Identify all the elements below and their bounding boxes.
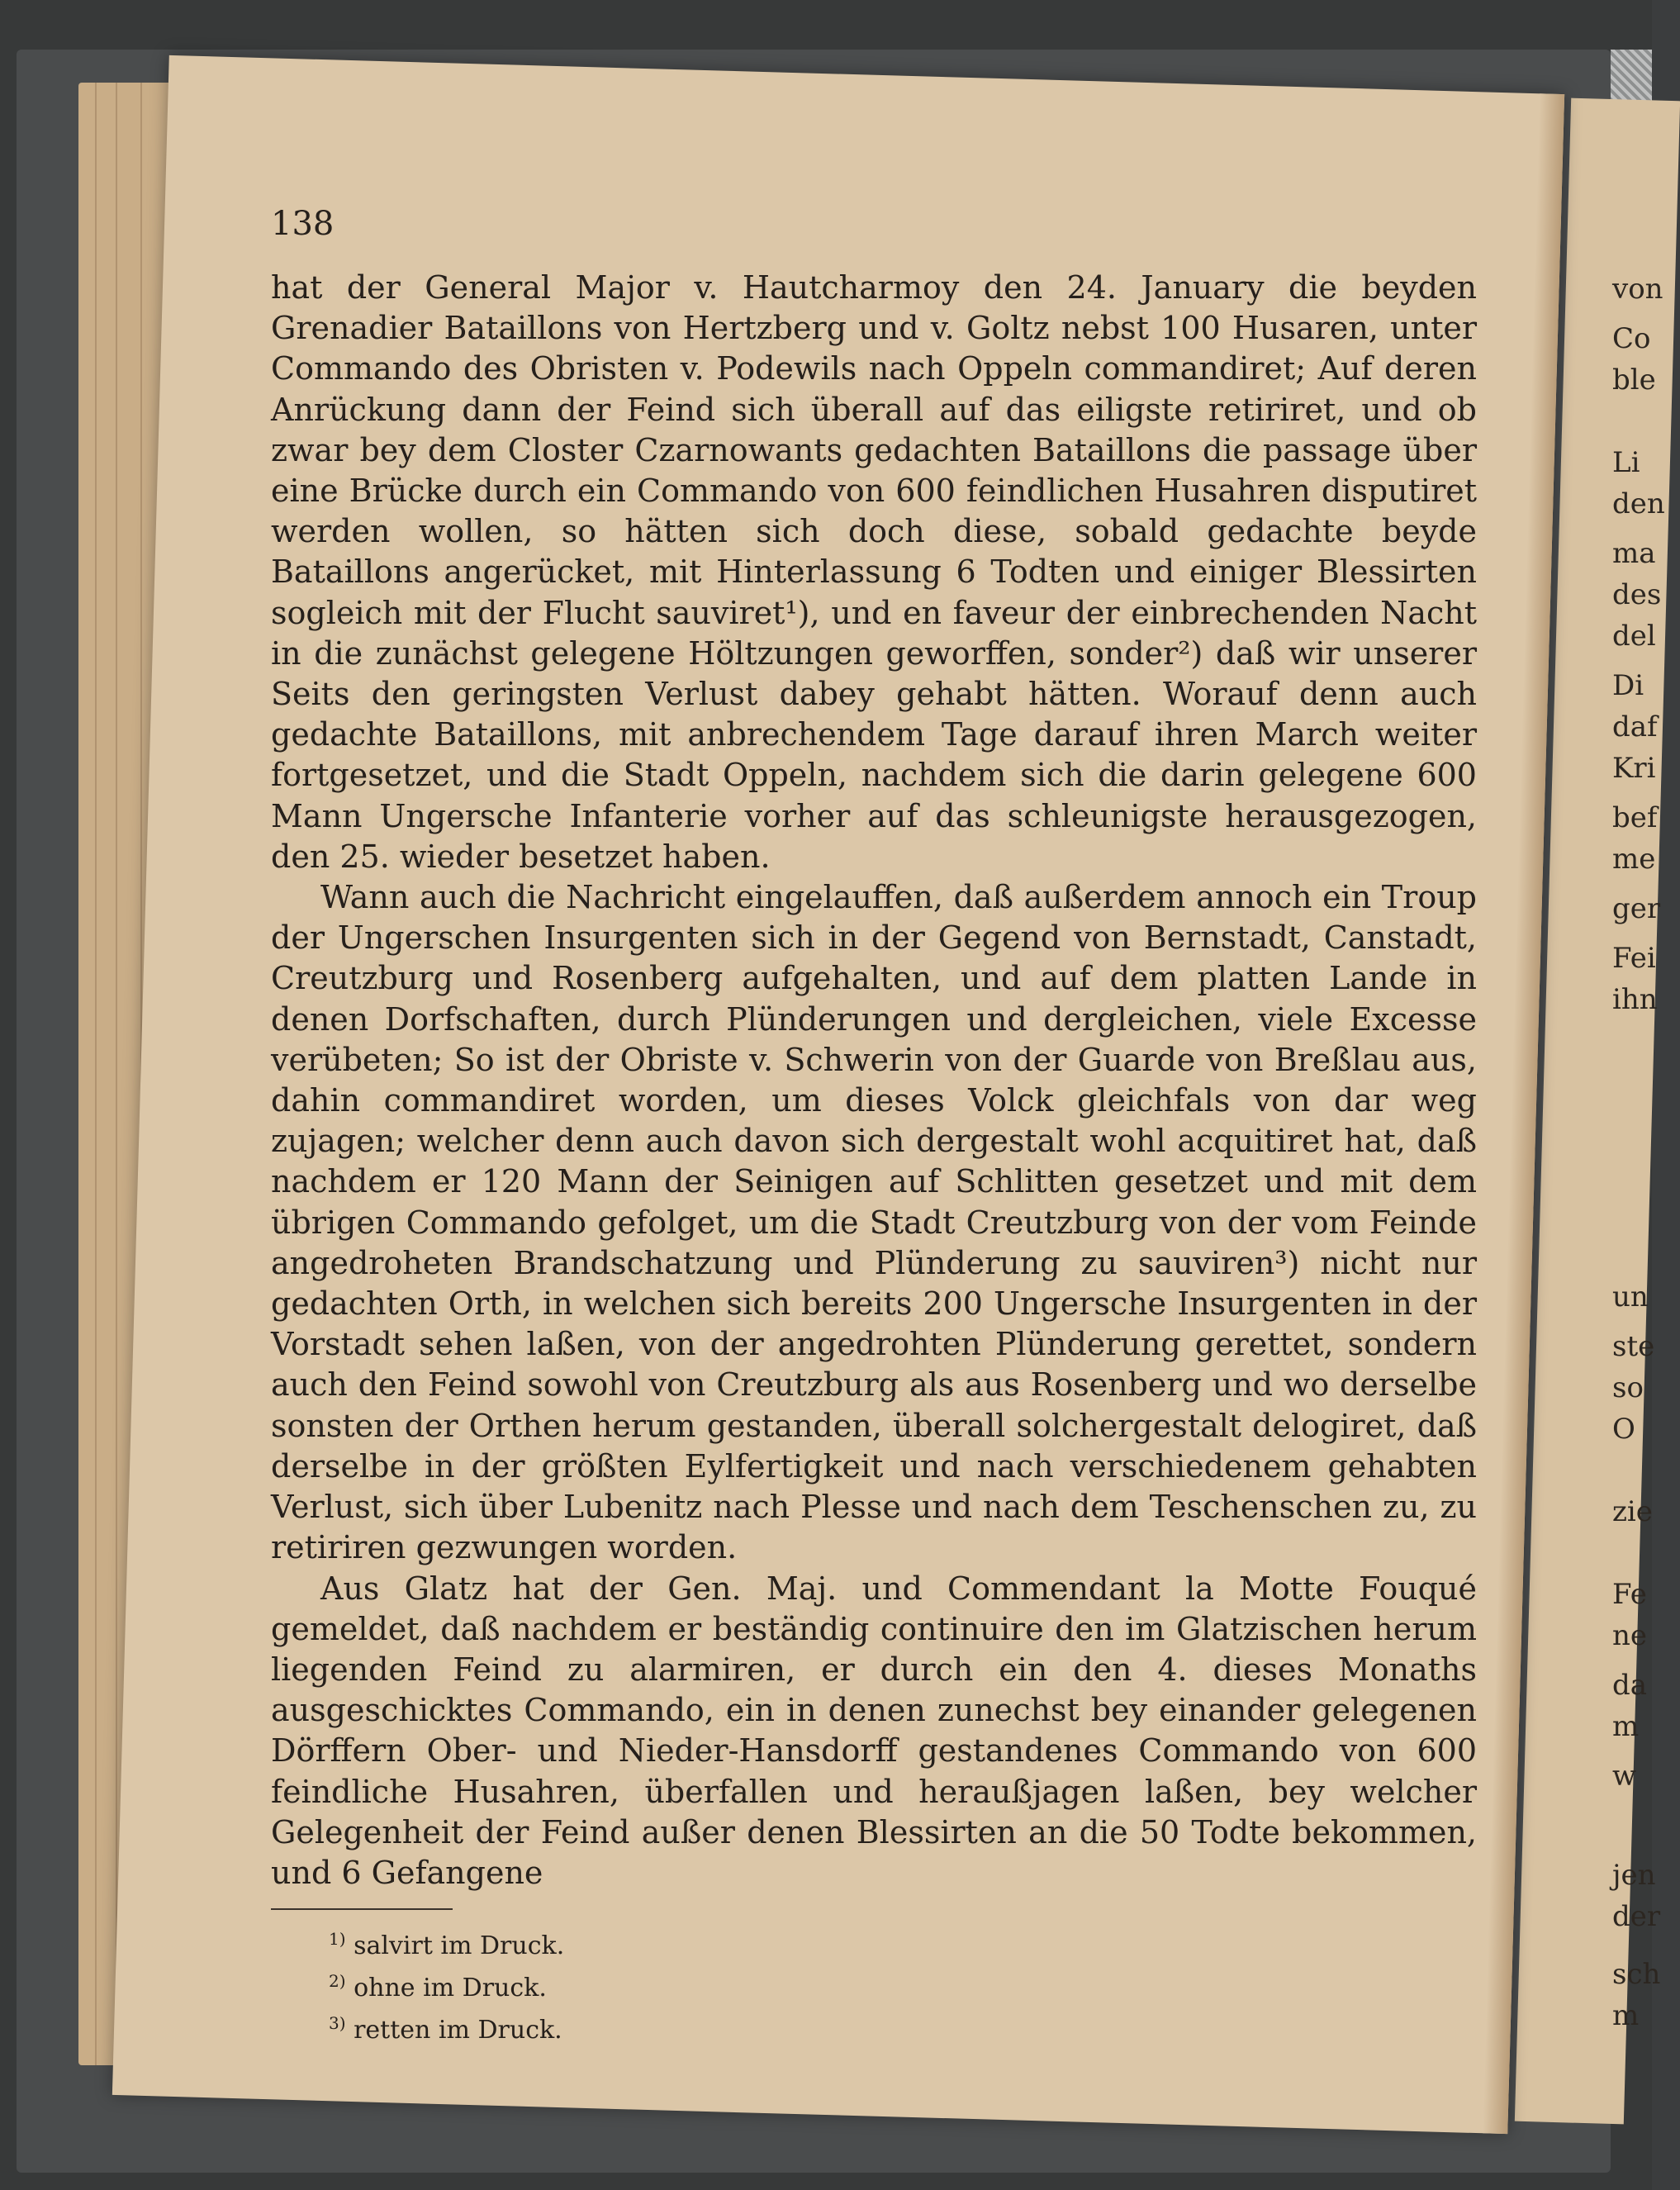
facing-page-fragment: w <box>1612 1760 1637 1793</box>
page-text <box>271 205 1477 2048</box>
footnote-rule <box>271 1908 453 1910</box>
facing-page-fragment: me <box>1612 843 1656 876</box>
paragraph-3: Aus Glatz hat der Gen. Maj. und Commendant la Motte Fouqué gemeldet, daß nachdem er beständig continuire den im Glatzischen herum liegenden Feind zu alarmiren, er durch ein den 4. dieses Monaths ausgeschicktes Commando, ein in denen zunechst bey einander gelegenen Dörffern Ober- und Nieder-Hansdorff gestandenes Commando von 600 feindliche Husahren, überfallen und heraußjagen laßen, bey welcher Gelegenheit der Feind außer denen Blessirten an die 50 Todte bekommen, und 6 Gefangene <box>271 1570 1477 1891</box>
facing-page-fragment: ma <box>1612 537 1656 570</box>
facing-page-fragment: sch <box>1612 1958 1661 1991</box>
facing-page-fragment: ihn <box>1612 983 1658 1016</box>
facing-page-fragment: der <box>1612 1900 1661 1933</box>
facing-page-fragment: bef <box>1612 801 1658 834</box>
footnote-marker: 2) <box>329 1971 346 1992</box>
facing-page-fragment: ger <box>1612 892 1661 925</box>
facing-page-fragment: den <box>1612 487 1665 520</box>
facing-page-fragment: zie <box>1612 1495 1653 1528</box>
footnote-text: ohne im Druck. <box>354 1974 547 2003</box>
facing-page-fragment: Kri <box>1612 752 1656 785</box>
facing-page-fragment: un <box>1612 1280 1649 1314</box>
facing-page-fragment: von <box>1612 273 1663 306</box>
facing-page-fragment: so <box>1612 1371 1644 1404</box>
facing-page-fragment: m <box>1612 1710 1640 1743</box>
footnote-text: retten im Druck. <box>354 2016 562 2045</box>
facing-page-fragment: Fei <box>1612 942 1656 975</box>
facing-page-fragment: Co <box>1612 322 1651 355</box>
paragraph-1: hat der General Major v. Hautcharmoy den 24. January die beyden Grenadier Bataillons von Hertzberg und v. Goltz nebst 100 Husaren, unter Commando des Obristen v. Podewils nach Oppeln commandiret; Auf deren Anrückung dann der Feind sich überall auf das eiligste retiriret, und ob zwar bey dem Closter Czarnowants gedachten Bataillons die passage über eine Brücke durch ein Commando von 600 feindlichen Husahren disputiret werden wollen, so hätten sich doch diese, sobald gedachte beyde Bataillons angerücket, mit Hinterlassung 6 Todten und einiger Blessirten sogleich mit der Flucht sauviret¹), und en faveur der einbrechenden Nacht in die zunächst gelegene Höltzungen geworffen, sonder²) daß wir unserer Seits den geringsten Verlust dabey gehabt hätten. Worauf denn auch gedachte Bataillons, mit anbrechendem Tage darauf ihren March weiter fortgesetzet, und die Stadt Oppeln, nachdem sich die darin gelegene 600 Mann Ungersche Infanterie vorher auf das schleunigste herausgezogen, den 25. wieder besetzet haben. <box>271 269 1477 875</box>
facing-page-fragment: ble <box>1612 363 1656 397</box>
facing-page-fragment: del <box>1612 620 1656 653</box>
facing-page-fragment: ne <box>1612 1619 1648 1652</box>
facing-page-fragment: jen <box>1612 1859 1656 1892</box>
paragraph-2: Wann auch die Nachricht eingelauffen, daß außerdem annoch ein Troup der Ungerschen Insurgenten sich in der Gegend von Bernstadt, Canstadt, Creutzburg und Rosenberg aufgehalten, und auf dem platten Lande in denen Dorfschaften, durch Plünderungen und dergleichen, viele Excesse verübeten; So ist der Obriste v. Schwerin von der Guarde von Breßlau aus, dahin commandiret worden, um dieses Volck gleichfals von dar weg zujagen; welcher denn auch davon sich dergestalt wohl acquitiret hat, daß nachdem er 120 Mann der Seinigen auf Schlitten gesetzet und mit dem übrigen Commando gefolget, um die Stadt Creutzburg von der vom Feinde angedroheten Brandschatzung und Plünderung zu sauviren³) nicht nur gedachten Orth, in welchen sich bereits 200 Ungersche Insurgenten in der Vorstadt sehen laßen, von der angedrohten Plünderung gerettet, sondern auch den Feind sowohl von Creutzburg als aus Rosenberg und wo derselbe sonsten der Orthen herum gestanden, überall solchergestalt delogiret, daß derselbe in der größten Eylfertigkeit und nach verschiedenem gehabten Verlust, sich über Lubenitz nach Plesse und nach dem Teschenschen zu, zu retiriren gezwungen worden. <box>271 879 1477 1566</box>
facing-page-fragment: da <box>1612 1669 1648 1702</box>
facing-page-fragment: des <box>1612 578 1662 611</box>
facing-page-fragment: ste <box>1612 1330 1655 1363</box>
footnote-text: salvirt im Druck. <box>354 1931 565 1961</box>
footnote-1 <box>271 1922 1477 1964</box>
footnote-marker: 3) <box>329 2013 346 2034</box>
footnote-marker: 1) <box>329 1929 346 1950</box>
page-number: 138 <box>271 205 335 243</box>
facing-page-fragment: Di <box>1612 669 1644 702</box>
facing-page-fragment: Li <box>1612 446 1640 479</box>
facing-page-fragment: Fe <box>1612 1578 1647 1611</box>
footnote-3 <box>271 2006 1477 2048</box>
footnote-2 <box>271 1964 1477 2006</box>
facing-page-fragment: O <box>1612 1413 1635 1446</box>
facing-page-fragment: daf <box>1612 710 1658 743</box>
facing-page-fragment: m <box>1612 1999 1640 2032</box>
